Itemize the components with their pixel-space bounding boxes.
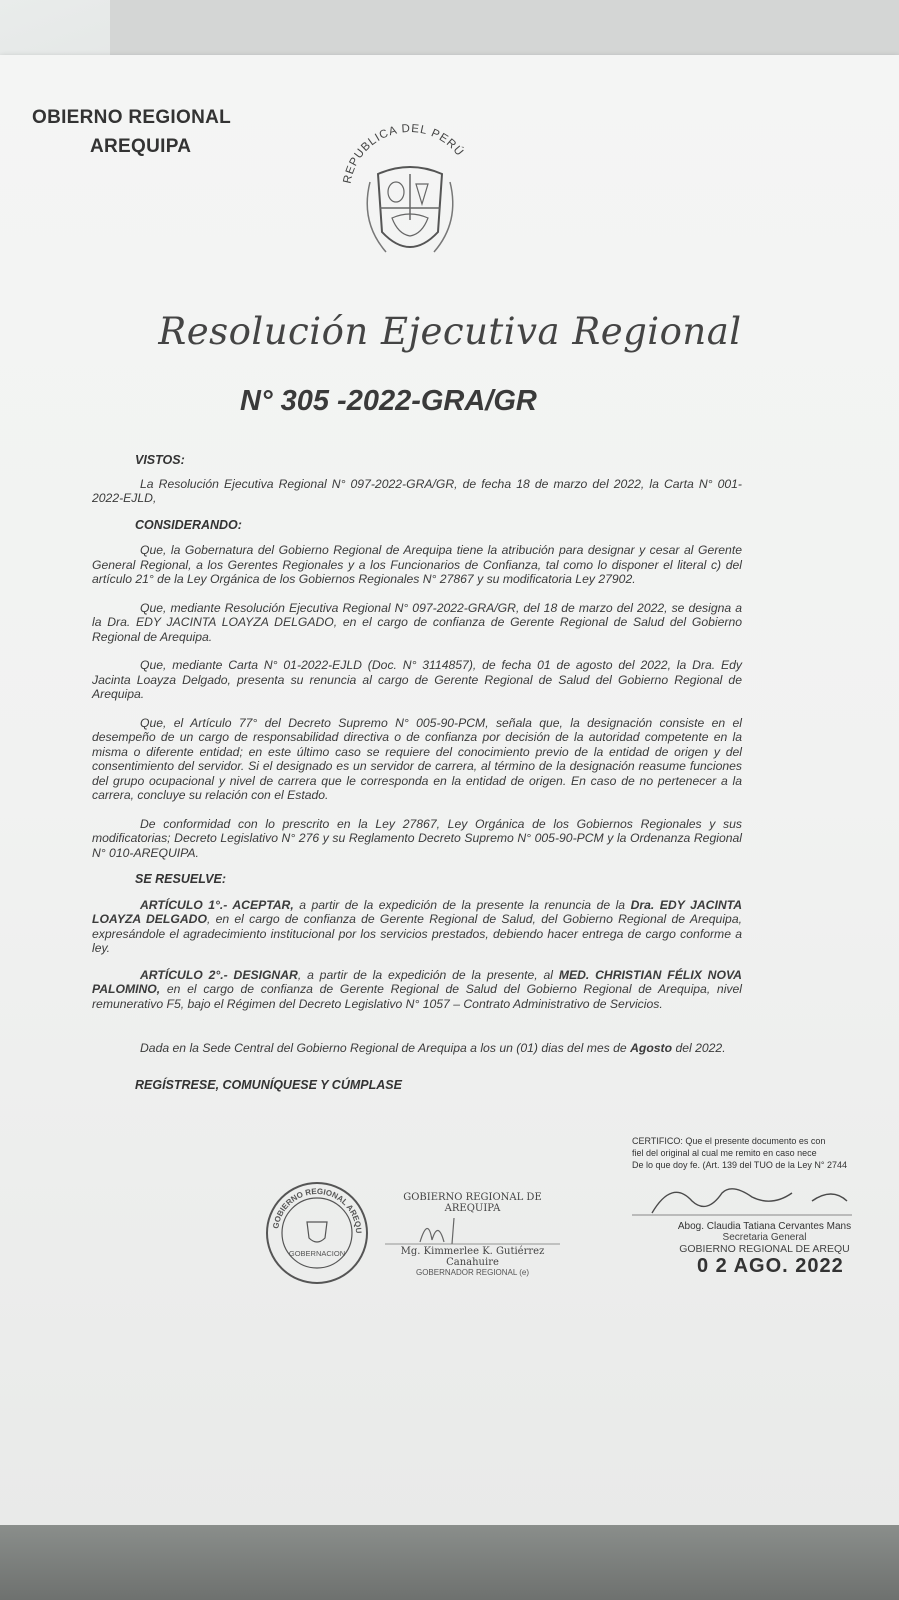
article-1-text-b: , en el cargo de confianza de Gerente Regional de Salud, del Gobierno Regional de Arequipa, expresándole el agradecimiento institucional por los servicios prestados, debiendo hacer entrega de cargo conforme a ley. [92,912,742,955]
article-1-name: Dra. EDY JACINTA LOAYZA DELGADO [92,897,742,926]
document-body [92,453,742,1092]
article-2-name: MED. CHRISTIAN FÉLIX NOVA PALOMINO, [92,967,742,996]
svg-text:GOBIERNO REGIONAL AREQUIPA [264,1180,363,1234]
certification-block [632,1135,897,1278]
considerando-paragraph-1: Que, la Gobernatura del Gobierno Regional de Arequipa tiene la atribución para designar y cesar al Gerente General Regional, a los Gerentes Regionales y a los Funcionarios de Confianza, tal como lo disponer el literal c) del artículo 21° de la Ley Orgánica de los Gobiernos Regionales N° 27867 y su modificatoria Ley 27902. [92,543,742,586]
considerando-paragraph-3: Que, mediante Carta N° 01-2022-EJLD (Doc. N° 3114857), de fecha 01 de agosto del 2022, la Dra. Edy Jacinta Loayza Delgado, presenta su renuncia al cargo de Gerente Regional de Salud del Gobierno Regional de Arequipa. [92,658,742,701]
governor-name: Mg. Kimmerlee K. Gutiérrez Canahuire [400,1246,545,1268]
secretary-role: Secretaria General [722,1232,807,1243]
national-seal [330,112,490,272]
cert-line-1: CERTIFICO: Que el presente documento es con [632,1136,826,1146]
considerando-paragraph-4: Que, el Artículo 77° del Decreto Supremo N° 005-90-PCM, señala que, la designación consiste en el desempeño de un cargo de responsabilidad directiva o de confianza por decisión de la autoridad competente en la misma o diferente entidad; en este último caso se requiere del conocimiento previo de la entidad de origen y del consentimiento del servidor. Si el designado es un servidor de carrera, al término de la designación reasume funciones del grupo ocupacional y nivel de carrera que le corresponda en la entidad de origen. En caso de no pertenecer a la carrera, concluye su relación con el Estado. [92,715,742,802]
article-2-text-a: , a partir de la expedición de la presente, al [297,967,559,982]
dada-paragraph [92,1041,742,1056]
governor-org: GOBIERNO REGIONAL DE AREQUIPA [403,1192,542,1214]
round-stamp [264,1180,370,1286]
vistos-heading: VISTOS: [135,453,185,467]
considerando-paragraph-5: De conformidad con lo prescrito en la Ley 27867, Ley Orgánica de los Gobiernos Regionales y sus modificatorias; Decreto Legislativo N° 276 y su Reglamento Decreto Supremo N° 005-90-PCM y la Ordenanza Regional N° 010-AREQUIPA. [92,816,742,860]
org-line-2: AREQUIPA [90,136,192,158]
article-1 [92,898,742,956]
issuing-organization [32,103,231,162]
document-page [0,55,899,1530]
governor-signature-block [380,1192,565,1277]
background-surface-bottom [0,1525,899,1600]
secretary-name: Abog. Claudia Tatiana Cervantes Mans [677,1221,852,1232]
considerando-heading: CONSIDERANDO: [135,517,242,532]
dada-month: Agosto [630,1041,673,1055]
resolution-number: N° 305 -2022-GRA/GR [240,385,537,417]
vistos-paragraph: La Resolución Ejecutiva Regional N° 097-2022-GRA/GR, de fecha 18 de marzo del 2022, la Carta N° 001-2022-EJLD, [92,476,742,505]
seal-text: REPUBLICA DEL PERÚ [341,122,466,185]
governor-role: GOBERNADOR REGIONAL (e) [415,1268,530,1277]
considerando-paragraph-2: Que, mediante Resolución Ejecutiva Regional N° 097-2022-GRA/GR, del 18 de marzo del 2022, se designa a la Dra. EDY JACINTA LOAYZA DELGADO, en el cargo de confianza de Gerente Regional de Salud del Gobierno Regional de Arequipa. [92,600,742,644]
se-resuelve-heading: SE RESUELVE: [135,872,226,886]
dada-year: del 2022. [672,1041,726,1055]
coat-of-arms-icon [330,112,490,272]
stamp-ring-text: GOBIERNO REGIONAL AREQU [271,1186,364,1234]
org-line-1: OBIERNO REGIONAL [32,107,232,128]
secretary-org: GOBIERNO REGIONAL DE AREQU [679,1243,850,1255]
article-2-text-b: en el cargo de confianza de Gerente Regional de Salud del Gobierno Regional de Arequipa, nivel remunerativo F5, bajo el Régimen del Decreto Legislativo N° 1057 – Contrato Administrativo de Servicios. [92,982,742,1011]
certification-date: 0 2 AGO. 2022 [697,1255,844,1277]
article-1-lead: ARTÍCULO 1°.- ACEPTAR, [140,897,294,912]
round-stamp-icon [264,1180,370,1286]
document-title: Resolución Ejecutiva Regional [158,310,742,353]
governor-signature [380,1214,565,1246]
svg-text:REPUBLICA DEL PERÚ [342,123,467,185]
stamp-center-text: GOBERNACION [288,1249,346,1258]
cert-line-2: fiel del original al cual me remito en caso nece [632,1148,817,1158]
cert-line-3: De lo que doy fe. (Art. 139 del TUO de la Ley N° 2744 [632,1160,848,1170]
dada-text: Dada en la Sede Central del Gobierno Regional de Arequipa a los un (01) dias del mes de [140,1041,631,1055]
closing-formula: REGÍSTRESE, COMUNÍQUESE Y CÚMPLASE [135,1077,402,1092]
article-1-text-a: a partir de la expedición de la presente la renuncia de la [293,897,631,912]
article-2-lead: ARTÍCULO 2°.- DESIGNAR [140,967,298,982]
article-2 [92,968,742,1012]
secretary-signature [632,1171,897,1221]
